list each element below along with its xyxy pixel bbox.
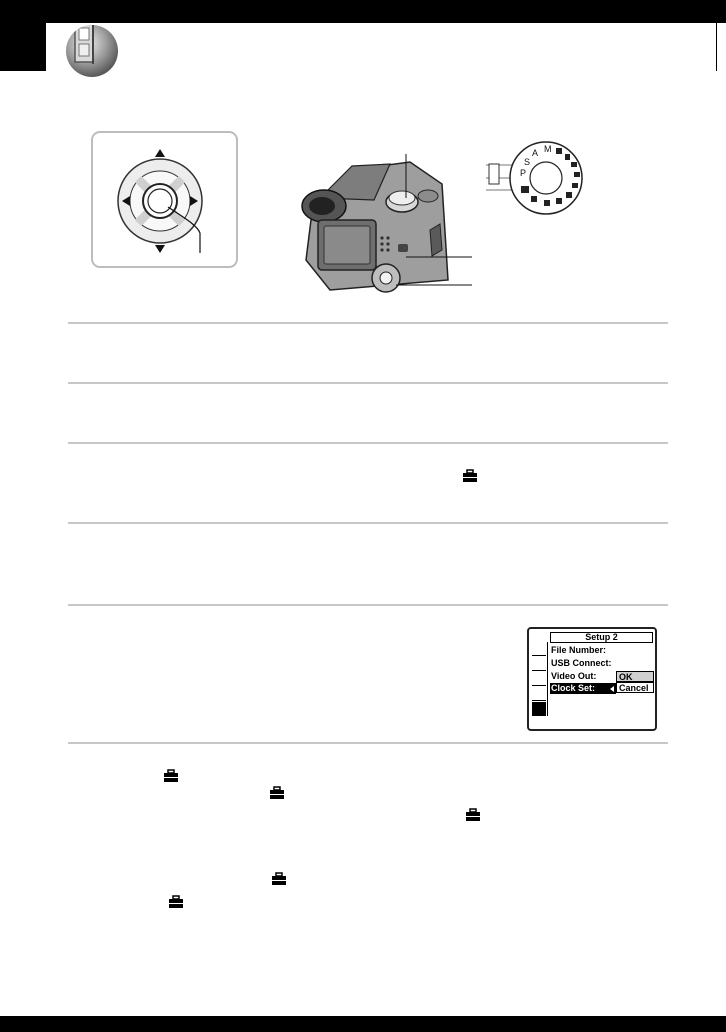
bottom-bar — [0, 1016, 726, 1032]
toolbox-icon — [465, 808, 481, 822]
menu-tab — [532, 657, 546, 671]
setup-menu-screen — [527, 627, 657, 731]
option-cancel: Cancel — [616, 682, 654, 693]
menu-title: Setup 2 — [550, 632, 653, 643]
menu-tab — [532, 672, 546, 686]
toolbox-icon — [269, 786, 285, 800]
step-divider-4 — [68, 522, 668, 524]
left-arrow-icon — [610, 686, 614, 692]
svg-text:A: A — [532, 148, 539, 158]
step-divider-3 — [68, 442, 668, 444]
svg-text:M: M — [544, 144, 552, 154]
top-bar — [0, 0, 726, 23]
svg-text:S: S — [524, 157, 531, 167]
option-ok: OK — [616, 671, 654, 682]
menu-tab — [532, 642, 546, 656]
control-button-icon — [93, 133, 236, 266]
menu-row-usb-connect: USB Connect: — [551, 658, 612, 668]
menu-tab — [532, 687, 546, 701]
step-divider-1 — [68, 322, 668, 324]
toolbox-icon — [163, 769, 179, 783]
camera-icon — [290, 140, 480, 302]
menu-tab-selected — [532, 702, 546, 716]
menu-row-clock-set: Clock Set: — [551, 683, 596, 693]
edge-line — [716, 23, 717, 71]
step-divider-6 — [68, 742, 668, 744]
step-divider-5 — [68, 604, 668, 606]
menu-row-file-number: File Number: — [551, 645, 607, 655]
control-button-panel — [91, 131, 238, 268]
toolbox-icon — [462, 469, 478, 483]
menu-row-video-out: Video Out: — [551, 671, 597, 681]
svg-text:P: P — [520, 168, 527, 178]
toolbox-icon — [271, 872, 287, 886]
mode-dial-icon — [486, 140, 604, 216]
menu-tabs — [532, 642, 548, 716]
window-photo-icon — [65, 24, 119, 78]
section-tab-marker — [0, 23, 46, 71]
toolbox-icon — [168, 895, 184, 909]
step-divider-2 — [68, 382, 668, 384]
